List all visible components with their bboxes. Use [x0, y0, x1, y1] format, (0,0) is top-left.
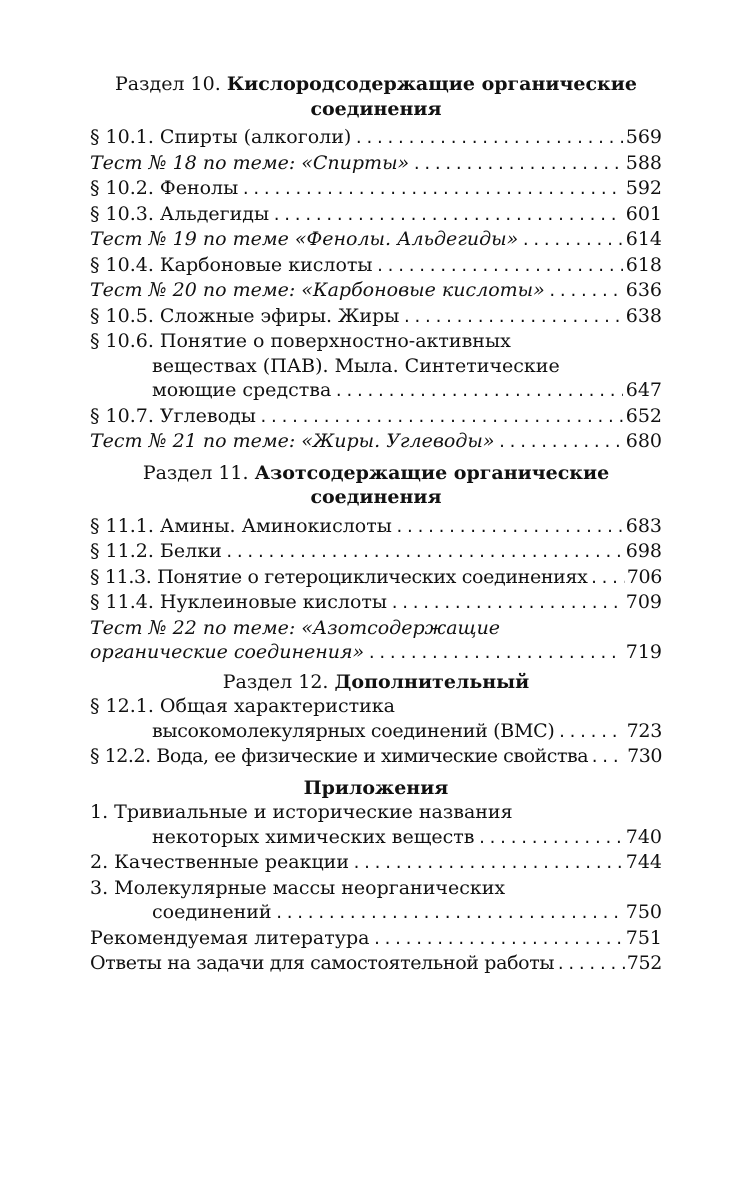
page-number: 601: [625, 202, 662, 225]
toc-entry[interactable]: Ответы на задачи для самостоятельной работы ..... 752: [90, 951, 662, 977]
section-12-heading: [90, 670, 662, 695]
toc-entry[interactable]: § 11.4. Нуклеиновые кислоты ..... 709: [90, 590, 662, 616]
section-title-cont: соединения: [310, 486, 442, 508]
toc-entry[interactable]: § 10.2. Фенолы ..... 592: [90, 176, 662, 202]
page-number: 706: [626, 565, 662, 588]
page-number: 636: [625, 279, 662, 301]
toc-entry-test-multiline[interactable]: Тест № 22 по теме: «Азотсодержащие: [90, 616, 501, 639]
section-10-heading: [90, 72, 662, 121]
toc-entry[interactable]: 2. Качественные реакции ..... 744: [90, 850, 662, 876]
toc-entry[interactable]: § 11.3. Понятие о гетероциклических соединениях ..... 706: [90, 565, 662, 591]
page-number: 614: [625, 228, 662, 250]
section-11-heading: [90, 461, 662, 510]
toc-entry[interactable]: Рекомендуемая литература ..... 751: [90, 926, 662, 952]
page-number: 723: [626, 719, 662, 742]
page-number: 752: [626, 952, 662, 974]
toc-entry[interactable]: § 10.3. Альдегиды ..... 601: [90, 202, 662, 228]
section-title: Азотсодержащие органические: [254, 461, 610, 484]
page-number: 638: [625, 304, 662, 327]
page-number: 652: [625, 404, 662, 427]
page-number: 730: [627, 745, 662, 767]
toc-entry-continuation[interactable]: соединений ..... 750: [90, 900, 662, 926]
toc-entry[interactable]: § 11.1. Амины. Аминокислоты ..... 683: [90, 514, 662, 540]
toc-entry[interactable]: § 11.2. Белки ..... 698: [90, 539, 662, 565]
page-number: 709: [625, 591, 662, 613]
page-number: 592: [625, 177, 662, 199]
section-title: Дополнительный: [334, 670, 530, 693]
toc-entry-multiline[interactable]: § 12.1. Общая характеристика: [90, 695, 395, 717]
toc-entry-continuation[interactable]: органические соединения» ..... 719: [90, 640, 662, 666]
toc-entry[interactable]: § 10.5. Сложные эфиры. Жиры ..... 638: [90, 304, 662, 330]
page-number: 719: [625, 641, 662, 663]
toc-entry-test[interactable]: Тест № 19 по теме «Фенолы. Альдегиды» ..... 614: [90, 227, 662, 253]
page-number: 618: [625, 253, 662, 276]
toc-entry[interactable]: § 10.1. Спирты (алкоголи) ..... 569: [90, 125, 662, 151]
table-of-contents: [90, 72, 662, 977]
toc-entry-test[interactable]: Тест № 18 по теме: «Спирты» ..... 588: [90, 151, 662, 177]
toc-entry-continuation[interactable]: некоторых химических веществ ..... 740: [90, 825, 662, 851]
section-prefix: Раздел 11.: [142, 461, 249, 484]
page-number: 698: [625, 540, 662, 562]
toc-entry-multiline[interactable]: 1. Тривиальные и исторические названия: [90, 801, 513, 823]
toc-entry-continuation: веществах (ПАВ). Мыла. Синтетические: [152, 354, 560, 377]
toc-entry-multiline[interactable]: § 10.6. Понятие о поверхностно-активных: [90, 330, 511, 352]
page-number: 569: [625, 126, 662, 148]
page-number: 744: [625, 851, 662, 873]
toc-entry[interactable]: § 10.7. Углеводы ..... 652: [90, 404, 662, 430]
toc-entry[interactable]: § 10.4. Карбоновые кислоты ..... 618: [90, 253, 662, 279]
section-title: Приложения: [303, 776, 449, 799]
page-number: 647: [625, 379, 662, 401]
page-number: 740: [625, 825, 662, 848]
toc-entry-multiline[interactable]: 3. Молекулярные массы неорганических: [90, 876, 506, 899]
toc-entry[interactable]: § 12.2. Вода, ее физические и химические свойства ..... 730: [90, 744, 662, 770]
section-title-cont: соединения: [310, 97, 442, 120]
toc-entry-continuation[interactable]: высокомолекулярных соединений (ВМС) ..... 723: [90, 719, 662, 745]
section-prefix: Раздел 10.: [115, 73, 221, 95]
page-number: 680: [625, 430, 662, 452]
page-number: 588: [625, 151, 662, 174]
toc-entry-test[interactable]: Тест № 21 по теме: «Жиры. Углеводы» ..... 680: [90, 429, 662, 455]
page-number: 751: [625, 926, 662, 949]
section-title: Кислородсодержащие органические: [226, 73, 637, 95]
page-number: 683: [625, 514, 662, 537]
section-prefix: Раздел 12.: [222, 670, 329, 693]
toc-entry-test[interactable]: Тест № 20 по теме: «Карбоновые кислоты» ..... 636: [90, 278, 662, 304]
page-number: 750: [625, 901, 662, 923]
appendix-heading: [90, 776, 662, 801]
toc-entry-continuation[interactable]: моющие средства ..... 647: [90, 378, 662, 404]
